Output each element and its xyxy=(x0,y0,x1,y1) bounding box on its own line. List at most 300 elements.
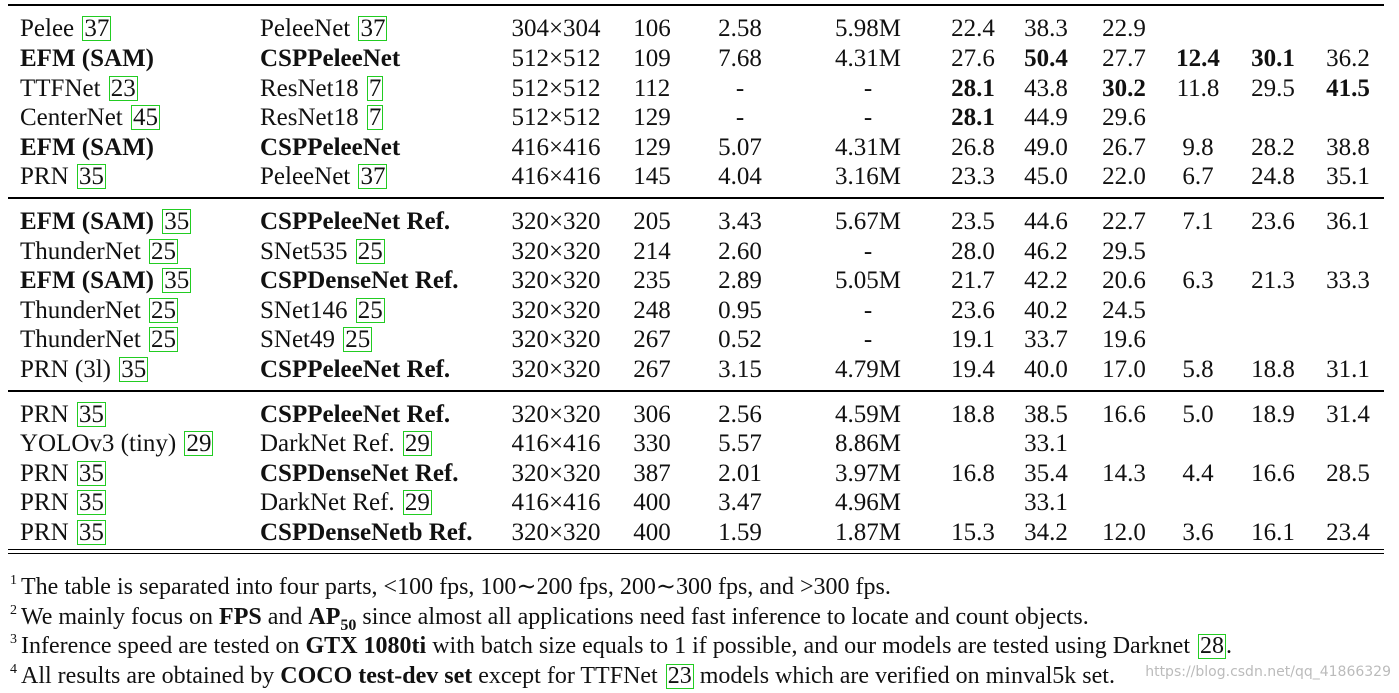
cell-params-text: 5.67M xyxy=(835,208,901,235)
cell-apl xyxy=(1326,162,1370,192)
cell-size-text: 320×320 xyxy=(511,296,601,324)
cell-backbone-text: DarkNet Ref. xyxy=(260,430,395,457)
cell-backbone xyxy=(260,296,385,326)
cell-fps xyxy=(633,459,671,489)
cell-backbone-text: CSPDenseNetb Ref. xyxy=(260,518,473,546)
cell-apm xyxy=(1251,266,1295,296)
cell-bflops xyxy=(718,400,762,430)
cell-method xyxy=(20,355,148,385)
cell-ap75 xyxy=(1102,237,1146,267)
cell-size xyxy=(511,400,600,430)
cell-ap xyxy=(951,518,995,548)
table-row xyxy=(0,162,1399,192)
cell-size-text: 512×512 xyxy=(511,74,601,102)
cell-method-text: TTFNet xyxy=(20,74,101,102)
citation-link[interactable]: 37 xyxy=(360,163,386,190)
cell-method-text: ThunderNet xyxy=(20,237,141,265)
cell-ap xyxy=(951,103,995,133)
cell-ap75-text: 12.0 xyxy=(1102,518,1146,546)
cell-apm-text: 18.9 xyxy=(1251,400,1295,428)
cell-method-text: CenterNet xyxy=(20,104,123,131)
cell-size-text: 320×320 xyxy=(511,208,601,235)
cell-method-text: PRN xyxy=(20,163,69,190)
cell-backbone-text: ResNet18 xyxy=(260,104,359,131)
cell-ap xyxy=(951,325,995,355)
footnote-text: models which are verified on minval5k set. xyxy=(693,662,1115,689)
cell-method-text: PRN xyxy=(20,518,69,546)
cell-apl xyxy=(1326,518,1370,548)
cell-apl-text: 28.5 xyxy=(1326,459,1370,487)
cell-apl-text: 36.1 xyxy=(1326,208,1370,235)
cell-params xyxy=(835,518,901,548)
cell-backbone xyxy=(260,355,450,385)
citation-link[interactable]: 35 xyxy=(121,355,147,383)
table-row xyxy=(0,207,1399,237)
cell-params xyxy=(835,459,901,489)
group-divider-rule xyxy=(8,197,1384,199)
citation-link[interactable]: 25 xyxy=(151,326,177,353)
cell-method-text: ThunderNet xyxy=(20,326,141,353)
cell-backbone xyxy=(260,74,383,104)
cell-params xyxy=(864,325,872,355)
cell-fps-text: 267 xyxy=(633,326,671,353)
citation-link[interactable]: 28 xyxy=(1200,633,1225,659)
citation-link[interactable]: 23 xyxy=(110,74,136,102)
cell-backbone xyxy=(260,44,400,74)
cell-backbone-text: CSPPeleeNet Ref. xyxy=(260,400,451,428)
citation-link[interactable]: 7 xyxy=(368,74,382,102)
citation-link[interactable]: 25 xyxy=(151,237,177,265)
cell-aps xyxy=(1182,400,1213,430)
cell-fps xyxy=(633,488,671,518)
cell-fps xyxy=(633,266,671,296)
cell-apl xyxy=(1326,207,1370,237)
cell-method-text: YOLOv3 (tiny) xyxy=(20,430,177,457)
cell-backbone-text: CSPDenseNet Ref. xyxy=(260,267,459,294)
cell-apm xyxy=(1251,162,1295,192)
cell-bflops xyxy=(718,266,762,296)
cell-method xyxy=(20,459,106,489)
cell-ap75 xyxy=(1102,355,1146,385)
citation-link[interactable]: 35 xyxy=(164,267,190,294)
cell-bflops xyxy=(718,296,762,326)
cell-params-text: 4.79M xyxy=(835,355,901,383)
citation-link[interactable]: 7 xyxy=(368,104,382,131)
cell-fps xyxy=(633,296,671,326)
cell-bflops xyxy=(718,44,762,74)
cell-ap-text: 28.1 xyxy=(951,74,995,102)
cell-ap-text: 23.3 xyxy=(951,163,995,190)
cell-fps xyxy=(633,325,671,355)
cell-bflops xyxy=(718,325,762,355)
cell-method-text: EFM (SAM) xyxy=(20,208,154,235)
cell-bflops xyxy=(718,162,762,192)
cell-ap50 xyxy=(1024,74,1068,104)
cell-backbone xyxy=(260,207,450,237)
cell-params-text: 4.96M xyxy=(835,489,901,516)
cell-apm-text: 21.3 xyxy=(1251,267,1295,294)
cell-ap75 xyxy=(1102,266,1146,296)
cell-size-text: 416×416 xyxy=(511,133,601,161)
cell-method-text: Pelee xyxy=(20,15,75,42)
table-row xyxy=(0,74,1399,104)
cell-ap50 xyxy=(1024,14,1068,44)
cell-fps-text: 306 xyxy=(633,400,671,428)
cell-ap75-text: 24.5 xyxy=(1102,296,1146,324)
cell-ap50-text: 49.0 xyxy=(1024,133,1068,161)
cell-backbone-text: SNet535 xyxy=(260,237,348,265)
cell-apm xyxy=(1251,518,1295,548)
citation-link[interactable]: 25 xyxy=(357,296,383,324)
cell-apm xyxy=(1251,133,1295,163)
citation-link[interactable]: 25 xyxy=(357,237,383,265)
cell-size xyxy=(511,518,600,548)
citation-link[interactable]: 45 xyxy=(132,104,158,131)
footnote-number: 1 xyxy=(10,573,17,588)
cell-method xyxy=(20,400,106,430)
footnote-subscript: 50 xyxy=(340,616,357,634)
citation-link[interactable]: 37 xyxy=(84,15,110,42)
footnote-line xyxy=(10,625,1390,659)
cell-backbone-text: SNet146 xyxy=(260,296,348,324)
cell-apl xyxy=(1326,133,1370,163)
cell-fps-text: 330 xyxy=(633,430,671,457)
cell-bflops-text: - xyxy=(735,104,745,131)
cell-size xyxy=(511,44,600,74)
cell-method xyxy=(20,103,160,133)
cell-size-text: 416×416 xyxy=(511,489,601,516)
cell-bflops-text: - xyxy=(735,74,745,102)
cell-aps xyxy=(1182,459,1213,489)
cell-ap-text: 23.6 xyxy=(951,296,995,324)
cell-size xyxy=(511,14,600,44)
cell-ap50-text: 34.2 xyxy=(1024,518,1068,546)
cell-method xyxy=(20,296,178,326)
cell-backbone-text: ResNet18 xyxy=(260,74,359,102)
cell-ap-text: 19.4 xyxy=(951,355,995,383)
cell-size xyxy=(511,429,600,459)
cell-ap50 xyxy=(1024,325,1068,355)
cell-ap-text: 23.5 xyxy=(951,208,995,235)
cell-ap75-text: 22.0 xyxy=(1102,163,1146,190)
cell-apl xyxy=(1326,355,1370,385)
cell-ap75-text: 20.6 xyxy=(1102,267,1146,294)
table-bottom-rule xyxy=(8,549,1384,550)
cell-apm xyxy=(1251,355,1295,385)
cell-fps-text: 387 xyxy=(633,459,671,487)
cell-ap xyxy=(951,266,995,296)
cell-params-text: - xyxy=(863,326,873,353)
cell-method xyxy=(20,74,138,104)
cell-bflops xyxy=(718,459,762,489)
cell-aps-text: 6.3 xyxy=(1182,267,1214,294)
cell-apm-text: 18.8 xyxy=(1251,355,1295,383)
cell-aps xyxy=(1182,355,1213,385)
cell-aps-text: 3.6 xyxy=(1182,518,1214,546)
cell-ap50-text: 46.2 xyxy=(1024,237,1068,265)
cell-bflops-text: 5.07 xyxy=(718,133,762,161)
footnote-text: FPS xyxy=(219,603,262,630)
cell-ap75-text: 17.0 xyxy=(1102,355,1146,383)
cell-size-text: 512×512 xyxy=(511,45,601,72)
cell-ap50-text: 38.5 xyxy=(1024,400,1068,428)
table-row xyxy=(0,103,1399,133)
cell-bflops xyxy=(718,488,762,518)
cell-backbone xyxy=(260,518,472,548)
cell-ap50 xyxy=(1024,207,1068,237)
citation-link[interactable]: 25 xyxy=(151,296,177,324)
cell-aps-text: 9.8 xyxy=(1182,133,1214,161)
cell-ap xyxy=(951,74,995,104)
cell-fps-text: 400 xyxy=(633,518,671,546)
cell-params-text: 4.31M xyxy=(835,45,901,72)
cell-ap50 xyxy=(1024,488,1068,518)
cell-backbone xyxy=(260,325,372,355)
table-row xyxy=(0,133,1399,163)
cell-params-text: - xyxy=(863,74,873,102)
cell-ap-text: 16.8 xyxy=(951,459,995,487)
cell-aps-text: 4.4 xyxy=(1182,459,1214,487)
table-row xyxy=(0,400,1399,430)
footnote-text: COCO test-dev set xyxy=(280,662,473,689)
cell-params-text: 5.98M xyxy=(835,15,901,42)
cell-ap50 xyxy=(1024,459,1068,489)
cell-fps xyxy=(633,207,671,237)
cell-fps xyxy=(633,518,671,548)
cell-aps-text: 5.8 xyxy=(1182,355,1214,383)
cell-ap75-text: 22.9 xyxy=(1102,15,1146,42)
cell-method-text: PRN xyxy=(20,400,69,428)
cell-fps xyxy=(633,429,671,459)
citation-link[interactable]: 35 xyxy=(78,518,104,546)
cell-ap50-text: 50.4 xyxy=(1024,45,1068,72)
cell-apm-text: 23.6 xyxy=(1251,208,1295,235)
cell-apm xyxy=(1251,459,1295,489)
footnote-text: AP xyxy=(308,603,341,630)
cell-params-text: 8.86M xyxy=(835,430,901,457)
cell-aps xyxy=(1182,207,1213,237)
cell-apl-text: 23.4 xyxy=(1326,518,1370,546)
footnote-number: 2 xyxy=(10,602,17,618)
cell-apm xyxy=(1251,400,1295,430)
cell-bflops-text: 3.47 xyxy=(718,489,762,516)
cell-size xyxy=(511,355,600,385)
cell-ap50-text: 40.2 xyxy=(1024,296,1068,324)
cell-bflops xyxy=(736,74,744,104)
cell-ap xyxy=(951,162,995,192)
cell-bflops-text: 0.95 xyxy=(718,296,762,324)
cell-backbone-text: PeleeNet xyxy=(260,163,351,190)
cell-backbone-text: CSPDenseNet Ref. xyxy=(260,459,459,487)
cell-bflops xyxy=(718,207,762,237)
table-row xyxy=(0,488,1399,518)
cell-method-text: PRN xyxy=(20,459,69,487)
cell-fps xyxy=(634,74,671,104)
cell-backbone xyxy=(260,237,385,267)
table-row xyxy=(0,355,1399,385)
cell-ap-text: 19.1 xyxy=(951,326,995,353)
cell-ap xyxy=(951,44,995,74)
cell-params-text: 3.97M xyxy=(835,459,901,487)
cell-fps xyxy=(633,103,671,133)
cell-size-text: 320×320 xyxy=(511,518,601,546)
cell-params xyxy=(835,429,901,459)
cell-ap-text: 26.8 xyxy=(951,133,995,161)
cell-fps-text: 106 xyxy=(633,15,671,42)
cell-ap50 xyxy=(1024,162,1068,192)
cell-method-text: PRN xyxy=(20,489,69,516)
cell-ap75 xyxy=(1102,103,1146,133)
cell-fps-text: 109 xyxy=(633,45,671,72)
cell-ap75-text: 27.7 xyxy=(1102,45,1146,72)
cell-ap75-text: 22.7 xyxy=(1102,208,1146,235)
cell-ap xyxy=(951,133,995,163)
footnote-text: GTX 1080ti xyxy=(305,633,427,659)
cell-ap50-text: 43.8 xyxy=(1024,74,1068,102)
citation-link[interactable]: 29 xyxy=(186,430,212,457)
cell-size xyxy=(511,459,600,489)
watermark-text: https://blog.csdn.net/qq_41866329 xyxy=(1145,664,1391,680)
cell-ap-text: 28.1 xyxy=(951,104,995,131)
cell-aps xyxy=(1182,266,1213,296)
cell-fps-text: 112 xyxy=(633,74,671,102)
cell-method-text: EFM (SAM) xyxy=(20,267,154,294)
cell-params-text: - xyxy=(863,237,873,265)
table-row xyxy=(0,429,1399,459)
citation-link[interactable]: 29 xyxy=(404,430,430,457)
table-row xyxy=(0,459,1399,489)
cell-size-text: 320×320 xyxy=(511,267,601,294)
cell-size xyxy=(511,103,600,133)
citation-link[interactable]: 35 xyxy=(78,459,104,487)
cell-params xyxy=(835,14,901,44)
cell-bflops-text: 2.89 xyxy=(718,267,762,294)
cell-ap50-text: 38.3 xyxy=(1024,15,1068,42)
cell-params xyxy=(864,237,872,267)
cell-aps xyxy=(1177,74,1220,104)
cell-method xyxy=(20,325,178,355)
table-row xyxy=(0,237,1399,267)
cell-ap50 xyxy=(1024,296,1068,326)
cell-ap50 xyxy=(1024,266,1068,296)
cell-aps xyxy=(1182,133,1213,163)
cell-fps-text: 400 xyxy=(633,489,671,516)
cell-ap75 xyxy=(1102,296,1146,326)
cell-backbone-text: DarkNet Ref. xyxy=(260,489,395,516)
table-row xyxy=(0,325,1399,355)
cell-size-text: 320×320 xyxy=(511,459,601,487)
cell-backbone xyxy=(260,459,459,489)
cell-ap75-text: 14.3 xyxy=(1102,459,1146,487)
cell-bflops-text: 1.59 xyxy=(718,518,762,546)
cell-bflops xyxy=(718,355,762,385)
cell-aps xyxy=(1176,44,1220,74)
table-bottom-rule xyxy=(8,553,1384,554)
cell-size xyxy=(511,488,600,518)
cell-size-text: 320×320 xyxy=(511,400,601,428)
cell-apl xyxy=(1326,459,1370,489)
cell-backbone xyxy=(260,14,387,44)
cell-ap50 xyxy=(1024,133,1068,163)
citation-link[interactable]: 25 xyxy=(345,326,371,353)
cell-apl-text: 41.5 xyxy=(1326,74,1370,102)
cell-ap50-text: 33.7 xyxy=(1024,326,1068,353)
cell-bflops-text: 2.58 xyxy=(718,15,762,42)
cell-size xyxy=(511,266,600,296)
cell-ap75 xyxy=(1102,162,1146,192)
cell-fps-text: 205 xyxy=(633,208,671,235)
cell-apm-text: 29.5 xyxy=(1251,74,1295,102)
table-row xyxy=(0,266,1399,296)
cell-bflops xyxy=(718,237,762,267)
cell-ap75-text: 30.2 xyxy=(1102,74,1146,102)
cell-method-text: EFM (SAM) xyxy=(20,133,154,161)
cell-size-text: 416×416 xyxy=(511,430,601,457)
cell-params xyxy=(864,74,872,104)
citation-link[interactable]: 35 xyxy=(78,163,104,190)
cell-ap75-text: 29.5 xyxy=(1102,237,1146,265)
citation-link[interactable]: 23 xyxy=(667,662,692,689)
cell-apl-text: 36.2 xyxy=(1326,45,1370,72)
cell-size xyxy=(511,237,600,267)
table-top-rule xyxy=(8,4,1384,6)
cell-aps xyxy=(1182,518,1213,548)
cell-params xyxy=(864,103,872,133)
cell-aps xyxy=(1182,162,1213,192)
cell-method xyxy=(20,429,213,459)
footnote-text: All results are obtained by xyxy=(21,662,281,689)
cell-backbone-text: CSPPeleeNet xyxy=(260,45,401,72)
cell-fps xyxy=(633,355,671,385)
citation-link[interactable]: 35 xyxy=(164,208,190,235)
cell-size-text: 304×304 xyxy=(511,15,601,42)
cell-ap50-text: 45.0 xyxy=(1024,163,1068,190)
cell-method xyxy=(20,207,191,237)
cell-size xyxy=(511,207,600,237)
cell-ap75 xyxy=(1102,133,1146,163)
cell-apl-text: 35.1 xyxy=(1326,163,1370,190)
table-row xyxy=(0,296,1399,326)
cell-aps-text: 5.0 xyxy=(1182,400,1214,428)
cell-ap50-text: 33.1 xyxy=(1024,489,1068,516)
cell-fps-text: 129 xyxy=(633,133,671,161)
footnote-line xyxy=(10,596,1390,634)
cell-method xyxy=(20,518,106,548)
footnote-text: since almost all applications need fast inference to locate and count objects. xyxy=(356,603,1089,630)
cell-ap75 xyxy=(1102,400,1146,430)
cell-ap50 xyxy=(1024,518,1068,548)
footnote-text: with batch size equals to 1 if possible, and our models are tested using Darknet xyxy=(426,633,1197,659)
cell-ap-text: 27.6 xyxy=(951,45,995,72)
cell-ap xyxy=(951,207,995,237)
cell-ap-text: 15.3 xyxy=(951,518,995,546)
citation-link[interactable]: 35 xyxy=(78,489,104,516)
citation-link[interactable]: 29 xyxy=(404,489,430,516)
citation-link[interactable]: 35 xyxy=(78,400,104,428)
cell-aps-text: 7.1 xyxy=(1182,208,1214,235)
cell-ap75 xyxy=(1102,44,1146,74)
cell-method xyxy=(20,266,191,296)
footnote-number: 3 xyxy=(10,632,17,647)
cell-bflops-text: 2.60 xyxy=(718,237,762,265)
cell-backbone xyxy=(260,400,450,430)
cell-ap-text: 21.7 xyxy=(951,267,995,294)
cell-params-text: 5.05M xyxy=(835,267,901,294)
cell-apl xyxy=(1326,74,1370,104)
cell-size-text: 320×320 xyxy=(511,355,601,383)
cell-method-text: EFM (SAM) xyxy=(20,45,154,72)
citation-link[interactable]: 37 xyxy=(360,15,386,42)
